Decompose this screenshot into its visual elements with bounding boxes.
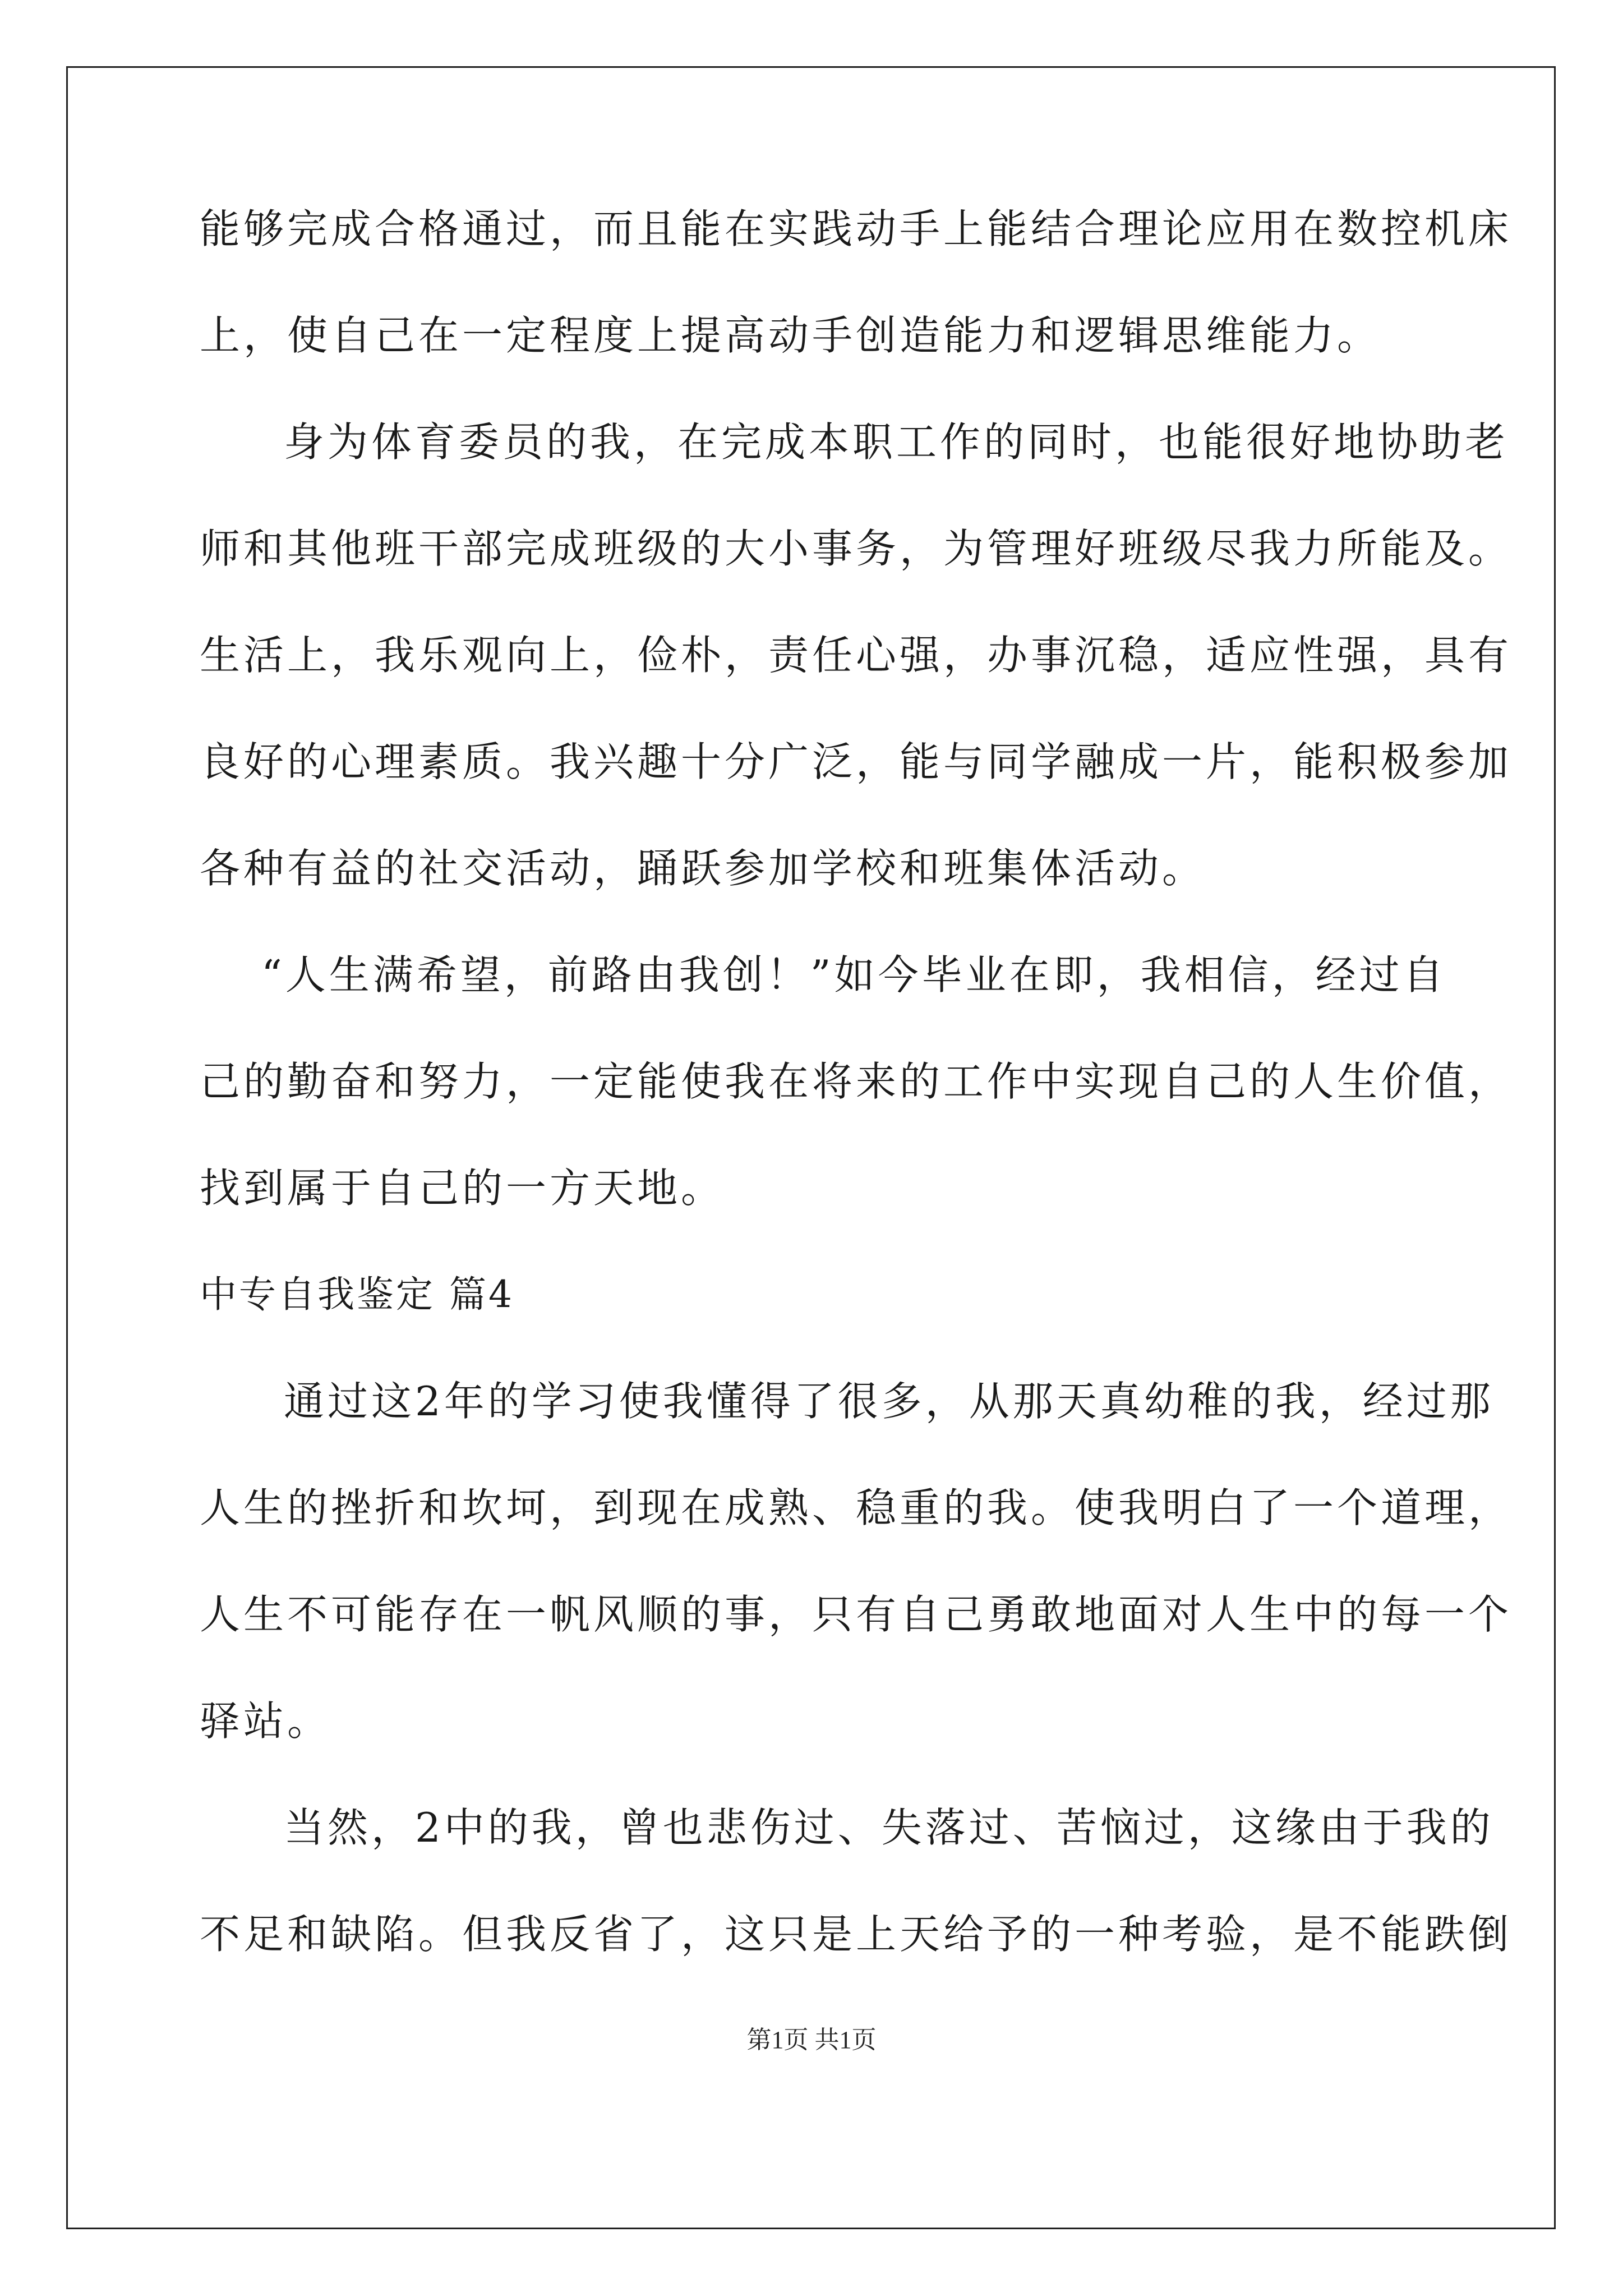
text-line: 不足和缺陷。但我反省了，这只是上天给予的一种考验，是不能跌倒 (200, 1911, 1513, 1958)
text-line: 通过这2年的学习使我懂得了很多，从那天真幼稚的我，经过那 (284, 1378, 1494, 1425)
text-line: 人生的挫折和坎坷，到现在成熟、稳重的我。使我明白了一个道理， (200, 1484, 1513, 1531)
text-line: 当然，2中的我，曾也悲伤过、失落过、苦恼过，这缘由于我的 (284, 1804, 1494, 1851)
text-line: 各种有益的社交活动，踊跃参加学校和班集体活动。 (200, 845, 1206, 892)
text-line: 生活上，我乐观向上，俭朴，责任心强，办事沉稳，适应性强，具有 (200, 632, 1513, 679)
text-line: 能够完成合格通过，而且能在实践动手上能结合理论应用在数控机床 (200, 205, 1513, 252)
text-line: “人生满希望，前路由我创！”如今毕业在即，我相信，经过自 (261, 951, 1447, 999)
document-body (200, 202, 1513, 2014)
text-line: 人生不可能存在一帆风顺的事，只有自己勇敢地面对人生中的每一个 (200, 1591, 1513, 1638)
text-line: 找到属于自己的一方天地。 (200, 1165, 725, 1212)
text-line: 驿站。 (200, 1697, 331, 1745)
text-line: 师和其他班干部完成班级的大小事务，为管理好班级尽我力所能及。 (200, 525, 1513, 572)
text-line: 身为体育委员的我，在完成本职工作的同时，也能很好地协助老 (284, 418, 1509, 466)
page-footer: 第1页 共1页 (746, 2026, 877, 2054)
text-line: 良好的心理素质。我兴趣十分广泛，能与同学融成一片，能积极参加 (200, 738, 1513, 785)
text-line: 己的勤奋和努力，一定能使我在将来的工作中实现自己的人生价值， (200, 1058, 1513, 1105)
section-heading: 中专自我鉴定 篇4 (200, 1273, 514, 1316)
text-line: 上，使自己在一定程度上提高动手创造能力和逻辑思维能力。 (200, 312, 1381, 359)
